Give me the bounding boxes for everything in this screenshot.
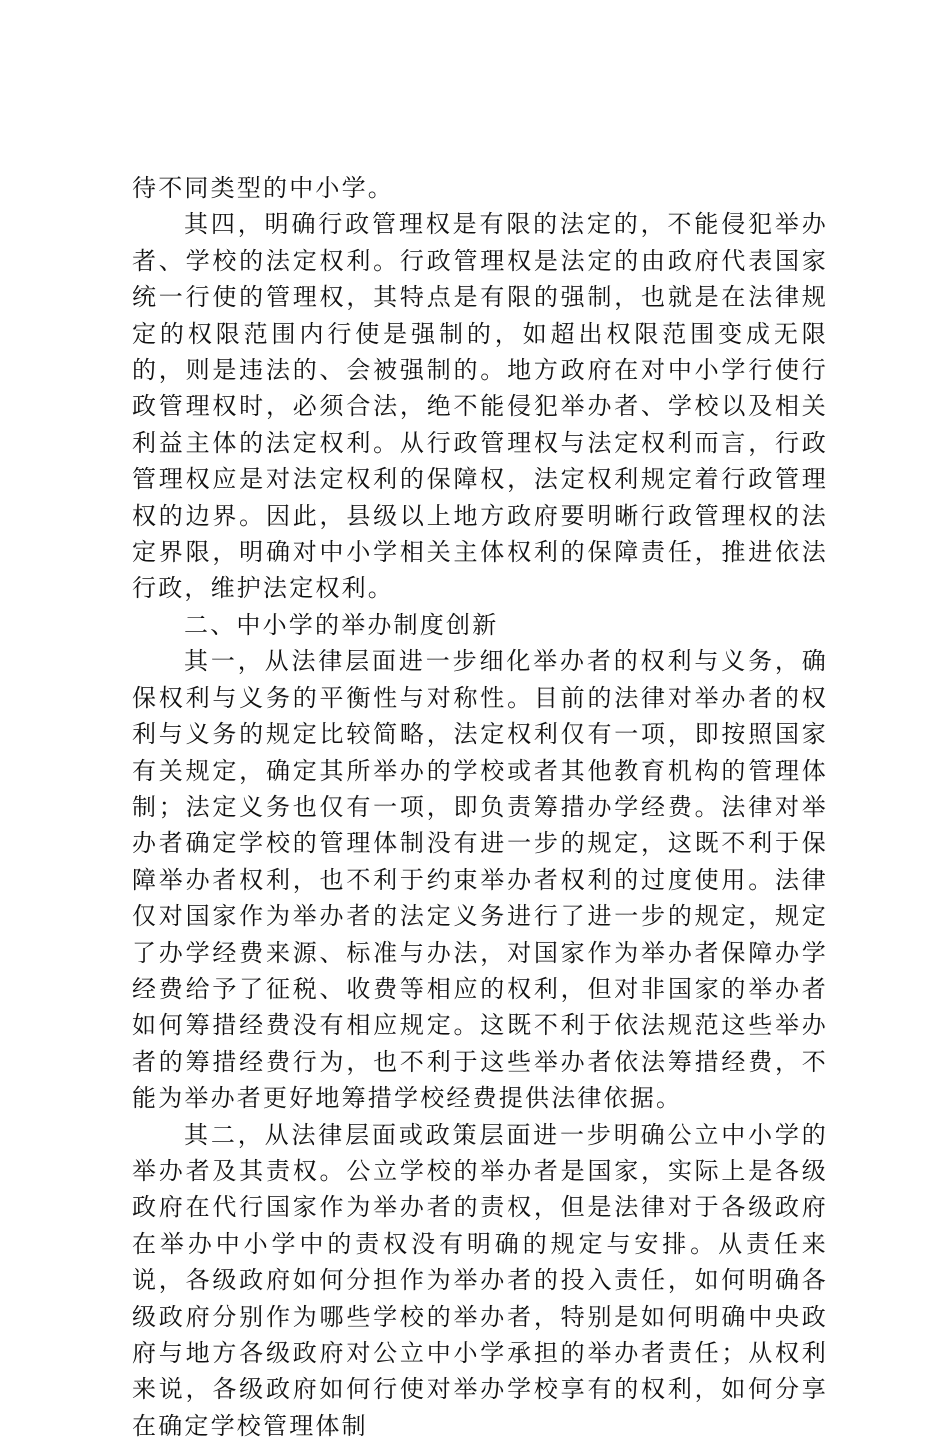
document-body	[132, 170, 828, 1444]
paragraph-point-one: 其一，从法律层面进一步细化举办者的权利与义务，确保权利与义务的平衡性与对称性。目前的法律对举办者的权利与义务的规定比较简略，法定权利仅有一项，即按照国家有关规定，确定其所举办的学校或者其他教育机构的管理体制；法定义务也仅有一项，即负责筹措办学经费。法律对举办者确定学校的管理体制没有进一步的规定，这既不利于保障举办者权利，也不利于约束举办者权利的过度使用。法律仅对国家作为举办者的法定义务进行了进一步的规定，规定了办学经费来源、标准与办法，对国家作为举办者保障办学经费给予了征税、收费等相应的权利，但对非国家的举办者如何筹措经费没有相应规定。这既不利于依法规范这些举办者的筹措经费行为，也不利于这些举办者依法筹措经费，不能为举办者更好地筹措学校经费提供法律依据。	[132, 647, 828, 1113]
paragraph-point-four: 其四，明确行政管理权是有限的法定的，不能侵犯举办者、学校的法定权利。行政管理权是法定的由政府代表国家统一行使的管理权，其特点是有限的强制，也就是在法律规定的权限范围内行使是强制的，如超出权限范围变成无限的，则是违法的、会被强制的。地方政府在对中小学行使行政管理权时，必须合法，绝不能侵犯举办者、学校以及相关利益主体的法定权利。从行政管理权与法定权利而言，行政管理权应是对法定权利的保障权，法定权利规定着行政管理权的边界。因此，县级以上地方政府要明晰行政管理权的法定界限，明确对中小学相关主体权利的保障责任，推进依法行政，维护法定权利。	[132, 210, 828, 603]
section-heading: 二、中小学的举办制度创新	[184, 610, 499, 639]
paragraph-continuation: 待不同类型的中小学。	[132, 174, 394, 202]
paragraph-point-two: 其二，从法律层面或政策层面进一步明确公立中小学的举办者及其责权。公立学校的举办者是国家，实际上是各级政府在代行国家作为举办者的责权，但是法律对于各级政府在举办中小学中的责权没有明确的规定与安排。从责任来说，各级政府如何分担作为举办者的投入责任，如何明确各级政府分别作为哪些学校的举办者，特别是如何明确中央政府与地方各级政府对公立中小学承担的举办者责任；从权利来说，各级政府如何行使对举办学校享有的权利，如何分享在确定学校管理体制	[132, 1120, 828, 1440]
